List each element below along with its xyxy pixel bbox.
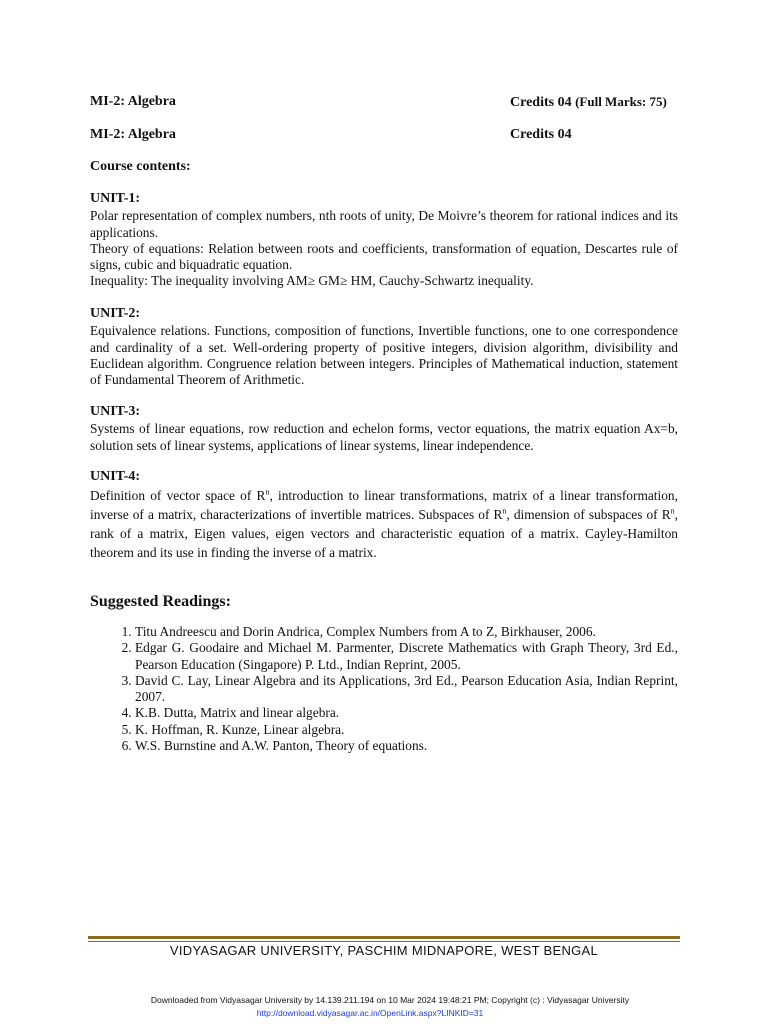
unit-3-para-1: Systems of linear equations, row reduction and echelon forms, vector equations, the matrix equation Ax=b, solution sets of linear systems, applications of linear systems, linear independence. — [90, 421, 678, 453]
footer-rule-thin — [88, 941, 680, 942]
credits-label: Credits 04 — [510, 95, 572, 110]
reading-item: 3. David C. Lay, Linear Algebra and its Applications, 3rd Ed., Pearson Education Asia, Indian Reprint, 2007. — [135, 673, 678, 706]
suggested-readings-heading: Suggested Readings: — [90, 593, 231, 610]
unit-4-text-b: , introduction to linear transformations, matrix of a linear transformation, inverse of a matrix, characterizations of invertible matrices. Subspaces of R — [90, 488, 678, 523]
unit-4-para-1 — [90, 486, 678, 562]
header-row-1 — [90, 94, 678, 111]
footer-rule-thick — [88, 936, 680, 939]
superscript-n: n — [265, 487, 270, 497]
unit-3-title: UNIT-3: — [90, 404, 141, 419]
unit-4-title: UNIT-4: — [90, 469, 141, 484]
download-note: Downloaded from Vidyasagar University by 14.139.211.194 on 10 Mar 2024 19:48:21 PM; Copyright (c) : Vidyasagar University — [150, 995, 630, 1005]
unit-1-title: UNIT-1: — [90, 191, 141, 206]
university-name: VIDYASAGAR UNIVERSITY, PASCHIM MIDNAPORE, WEST BENGAL — [169, 943, 599, 958]
reading-item: 5. K. Hoffman, R. Kunze, Linear algebra. — [135, 722, 678, 738]
reading-item: 4. K.B. Dutta, Matrix and linear algebra. — [135, 705, 678, 721]
reading-item: 6. W.S. Burnstine and A.W. Panton, Theory of equations. — [135, 738, 678, 754]
superscript-n: n — [670, 506, 675, 516]
unit-1 — [90, 191, 678, 290]
unit-1-para-2: Theory of equations: Relation between roots and coefficients, transformation of equation, Descartes rule of signs, cubic and biquadratic equation. — [90, 240, 678, 273]
unit-4-text-a: Definition of vector space of R — [90, 488, 266, 504]
course-title-repeat: MI-2: Algebra — [90, 127, 176, 142]
reading-item: 2. Edgar G. Goodaire and Michael M. Parmenter, Discrete Mathematics with Graph Theory, 3rd Ed., Pearson Education (Singapore) P. Ltd., Indian Reprint, 2005. — [135, 640, 678, 673]
unit-1-para-1: Polar representation of complex numbers, nth roots of unity, De Moivre’s theorem for rational indices and its applications. — [90, 208, 678, 240]
course-title: MI-2: Algebra — [90, 94, 176, 109]
unit-4-text-c: , dimension of subspaces of R — [506, 507, 671, 523]
unit-4 — [90, 469, 678, 562]
readings-list — [90, 624, 678, 754]
reading-item: 1. Titu Andreescu and Dorin Andrica, Complex Numbers from A to Z, Birkhauser, 2006. — [135, 624, 678, 640]
open-link[interactable]: http://download.vidyasagar.ac.in/OpenLink.aspx?LINKID=31 — [256, 1008, 484, 1018]
unit-1-para-3: Inequality: The inequality involving AM≥ GM≥ HM, Cauchy-Schwartz inequality. — [90, 273, 534, 289]
credits-repeat: Credits 04 — [510, 127, 572, 142]
unit-2-title: UNIT-2: — [90, 306, 141, 321]
unit-3 — [90, 404, 678, 454]
unit-2-para-1: Equivalence relations. Functions, composition of functions, Invertible functions, one to one correspondence and cardinality of a set. Well-ordering property of positive integers, division algorithm, divisibility and Euclidean algorithm. Congruence relation between integers. Principles of Mathematical induction, statement of Fundamental Theorem of Arithmetic. — [90, 323, 678, 388]
unit-2 — [90, 306, 678, 388]
unit-4-text-d: , rank of a matrix, Eigen values, eigen vectors and characteristic equation of a matrix. Cayley-Hamilton theorem and its use in finding the inverse of a matrix. — [90, 507, 678, 561]
course-contents-heading: Course contents: — [90, 159, 191, 174]
full-marks: (Full Marks: 75) — [575, 94, 667, 109]
credits-full-marks — [510, 94, 678, 111]
superscript-n: n — [502, 506, 507, 516]
header-row-2 — [90, 127, 678, 143]
